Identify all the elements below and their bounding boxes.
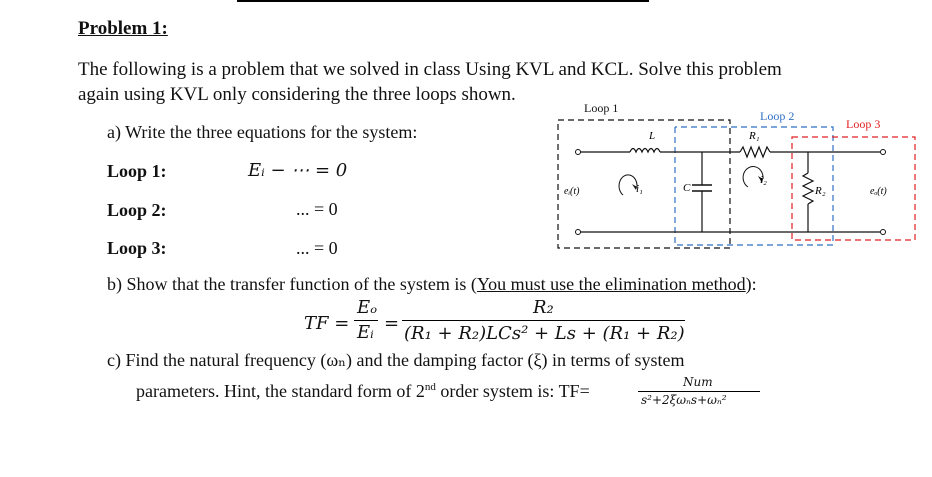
current-i1-arrow: [619, 175, 637, 195]
label-R2: R₂: [815, 185, 826, 197]
hint-denominator: s²+2ξωₙs+ωₙ²: [641, 393, 727, 407]
label-L: L: [649, 130, 656, 142]
loop2-label: Loop 2:: [107, 200, 167, 220]
label-eo: eₒ(t): [870, 186, 887, 197]
loop1-label-text: Loop 1: [584, 101, 619, 115]
loop2-equation: ... = 0: [296, 199, 338, 219]
loop2-label-text: Loop 2: [760, 109, 795, 123]
label-i2: i₂: [760, 174, 767, 186]
hint-numerator: Num: [683, 375, 713, 389]
loop3-label: Loop 3:: [107, 238, 167, 258]
intro-line-2: again using KVL only considering the three loops shown.: [78, 84, 516, 105]
loop1-outline: [558, 120, 730, 248]
tf-ei: Eᵢ: [357, 322, 374, 343]
part-c-line-2-text: parameters. Hint, the standard form of 2: [136, 381, 425, 401]
tf-denominator: (R₁ + R₂)LCs² + Ls + (R₁ + R₂): [404, 323, 685, 344]
part-b-prompt: [107, 274, 757, 295]
tf-numerator: R₂: [533, 297, 554, 318]
part-b-underlined: You must use the elimination method: [476, 274, 746, 294]
loop3-equation: ... = 0: [296, 238, 338, 258]
tf-frac-line-1: [354, 320, 378, 321]
terminal-out-top: [881, 150, 886, 155]
hint-frac-line: [638, 391, 760, 392]
label-ei: eᵢ(t): [564, 186, 580, 197]
part-b-text-before: b) Show that the transfer function of the system is (: [107, 274, 477, 294]
loop1-label: Loop 1:: [107, 161, 167, 181]
part-c-sup: nd: [424, 381, 436, 393]
part-a-prompt: a) Write the three equations for the system:: [107, 122, 418, 142]
label-i1: i₁: [636, 183, 643, 195]
inductor-symbol: [630, 149, 660, 153]
label-C: C: [683, 182, 691, 194]
loop3-label-text: Loop 3: [846, 117, 881, 131]
label-R1: R₁: [749, 130, 760, 142]
top-rule: [237, 0, 649, 2]
loop1-equation: Eᵢ − ⋯ = 0: [248, 160, 348, 181]
loop2-outline: [675, 127, 833, 245]
intro-line-1: The following is a problem that we solved in class Using KVL and KCL. Solve this problem: [78, 59, 782, 80]
part-c-line-2: [136, 381, 590, 402]
tf-frac-line-2: [402, 320, 685, 321]
circuit-diagram: [550, 95, 925, 260]
part-c-line-1: c) Find the natural frequency (ωₙ) and the damping factor (ξ) in terms of system: [107, 350, 685, 370]
tf-eo: Eₒ: [357, 297, 378, 318]
terminal-in-bottom: [576, 230, 581, 235]
terminal-out-bottom: [881, 230, 886, 235]
terminal-in-top: [576, 150, 581, 155]
tf-label: TF =: [304, 313, 350, 334]
problem-title: Problem 1:: [78, 18, 168, 39]
part-c-line-2-tail: order system is: TF=: [435, 381, 590, 401]
resistor-r2-symbol: [803, 173, 813, 204]
resistor-r1-symbol: [740, 147, 770, 157]
part-b-text-after: ):: [745, 274, 757, 294]
tf-equals: =: [384, 313, 400, 334]
